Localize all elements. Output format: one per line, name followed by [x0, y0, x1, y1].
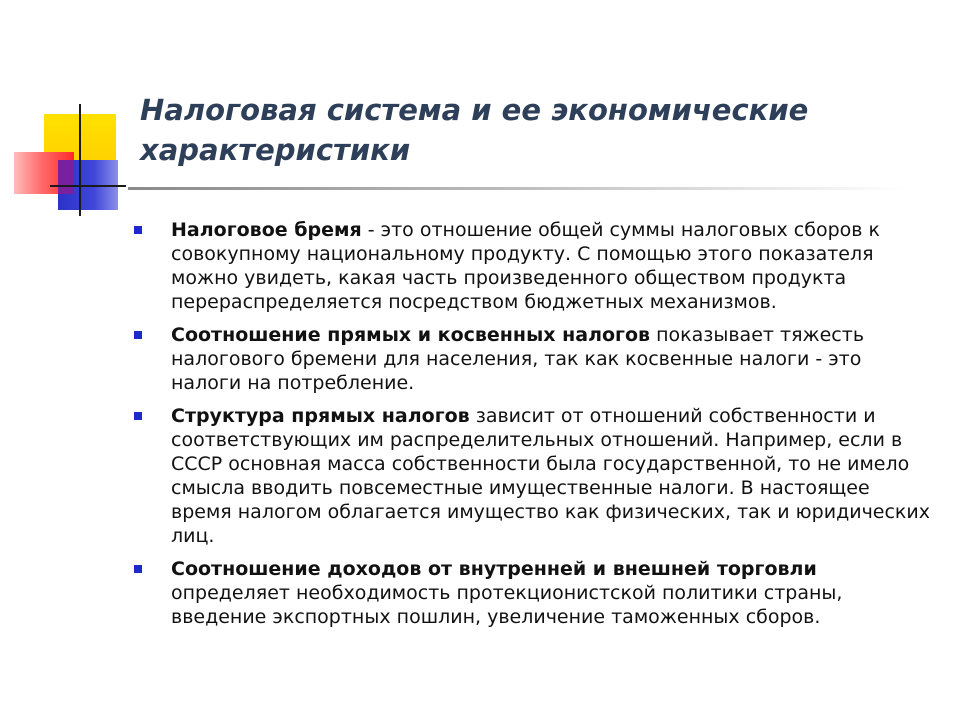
bullet-item [134, 323, 934, 395]
title-divider [128, 187, 908, 190]
bullet-term: Соотношение прямых и косвенных налогов [171, 324, 651, 346]
bullet-term: Соотношение доходов от внутренней и внешней торговли [171, 558, 817, 580]
bullet-text: - это отношение общей суммы налоговых сборов к совокупному национальному продукту. С помощью этого показателя можно увидеть, какая часть произведенного обществом продукта перераспределяется посредством бюджетных механизмов. [171, 219, 880, 313]
bullet-square-icon [134, 226, 142, 234]
logo-vertical-line [79, 104, 81, 216]
bullet-square-icon [134, 412, 142, 420]
logo-horizontal-line [50, 185, 126, 187]
bullet-term: Структура прямых налогов [171, 405, 470, 427]
logo-overlap-square [58, 160, 74, 194]
bullet-square-icon [134, 565, 142, 573]
bullet-text: зависит от отношений собственности и соответствующих им распределительных отношений. Например, если в СССР основная масса собственности была государственной, то не имело смысла вводить повсеместные имущественные налоги. В настоящее время налогом облагается имущество как физических, так и юридических лиц. [171, 405, 930, 547]
bullet-item [134, 218, 934, 314]
bullet-text: показывает тяжесть налогового бремени для населения, так как косвенные налоги - это налоги на потребление. [171, 324, 865, 394]
bullet-item [134, 557, 934, 629]
bullet-list [134, 218, 934, 638]
bullet-item [134, 404, 934, 548]
slide-title: Налоговая система и ее экономические характеристики [140, 93, 809, 167]
bullet-term: Налоговое бремя [171, 219, 362, 241]
bullet-square-icon [134, 331, 142, 339]
bullet-text: определяет необходимость протекционистской политики страны, введение экспортных пошлин, увеличение таможенных сборов. [171, 582, 843, 628]
